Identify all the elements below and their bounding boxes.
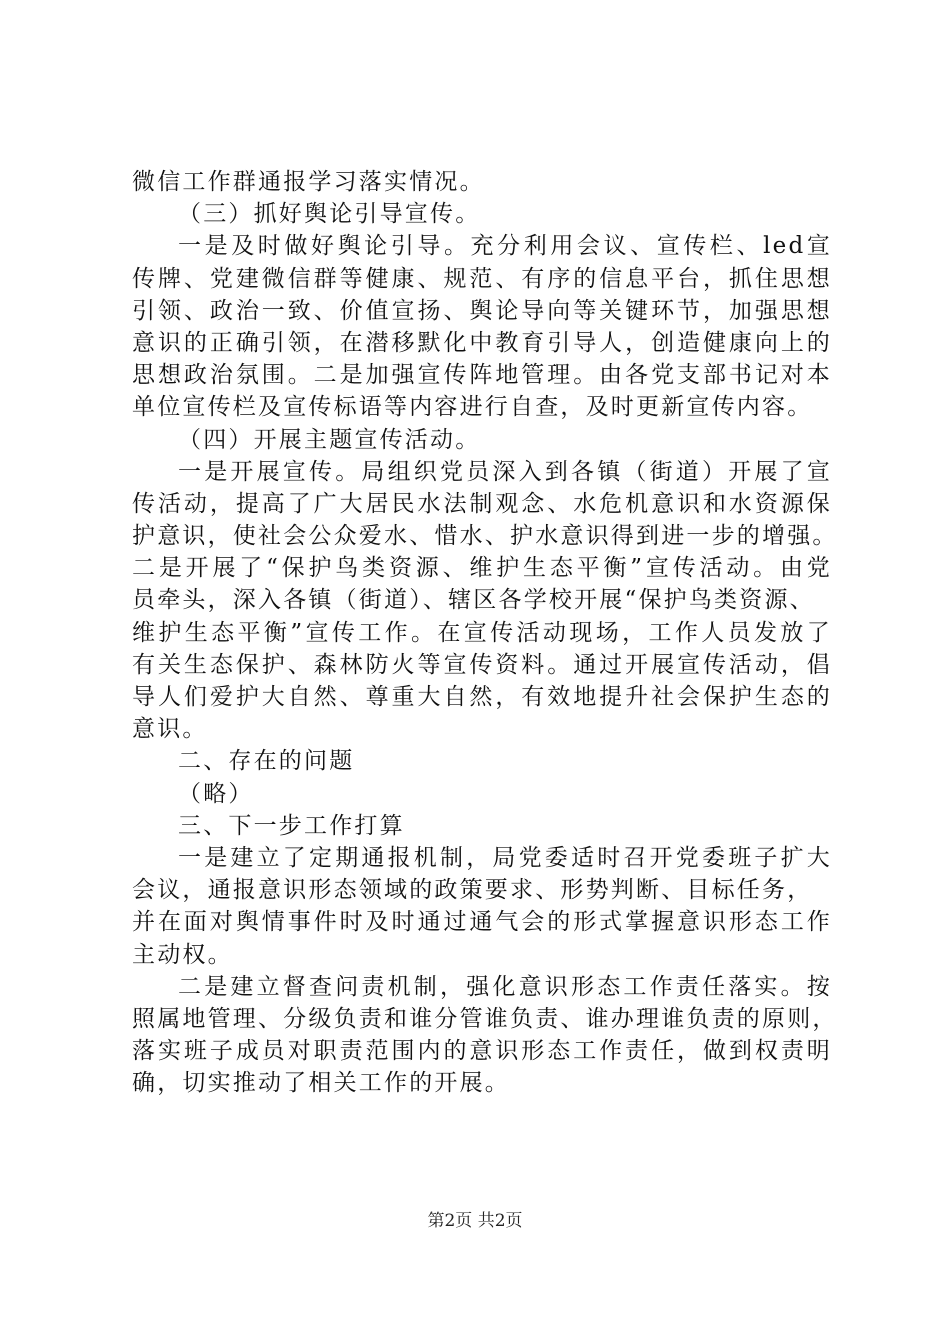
text-line: 一是建立了定期通报机制，局党委适时召开党委班子扩大: [178, 844, 832, 871]
text-line: 二是开展了“保护鸟类资源、维护生态平衡”宣传活动。由党: [132, 555, 832, 582]
text-line: 单位宣传栏及宣传标语等内容进行自查，及时更新宣传内容。: [132, 394, 813, 421]
text-line: 会议，通报意识形态领域的政策要求、形势判断、目标任务，: [132, 877, 813, 904]
text-line: 维护生态平衡”宣传工作。在宣传活动现场，工作人员发放了: [132, 619, 832, 646]
text-line: 传活动，提高了广大居民水法制观念、水危机意识和水资源保: [132, 490, 832, 517]
document-body: [132, 166, 838, 1099]
text-line: 二是建立督查问责机制，强化意识形态工作责任落实。按: [178, 973, 832, 1000]
text-line: 有关生态保护、森林防火等宣传资料。通过开展宣传活动，倡: [132, 651, 832, 678]
text-line: 一是开展宣传。局组织党员深入到各镇（街道）开展了宣: [178, 458, 832, 485]
text-line: 意识。: [132, 716, 208, 743]
text-line: （略）: [178, 780, 254, 807]
text-line: 意识的正确引领，在潜移默化中教育引导人，创造健康向上的: [132, 329, 832, 356]
text-line: 照属地管理、分级负责和谁分管谁负责、谁办理谁负责的原则，: [132, 1005, 838, 1032]
text-line: 护意识，使社会公众爱水、惜水、护水意识得到进一步的增强。: [132, 523, 838, 550]
text-line: 确，切实推动了相关工作的开展。: [132, 1070, 510, 1097]
page-number-footer: 第2页 共2页: [427, 1211, 523, 1231]
text-line: 传牌、党建微信群等健康、规范、有序的信息平台，抓住思想: [132, 265, 832, 292]
text-line: 思想政治氛围。二是加强宣传阵地管理。由各党支部书记对本: [132, 362, 832, 389]
text-line: 员牵头，深入各镇（街道）、辖区各学校开展“保护鸟类资源、: [132, 587, 815, 614]
text-line: 落实班子成员对职责范围内的意识形态工作责任，做到权责明: [132, 1038, 832, 1065]
section-heading: （四）开展主题宣传活动。: [178, 426, 481, 453]
section-heading: 三、下一步工作打算: [178, 812, 405, 839]
section-heading: （三）抓好舆论引导宣传。: [178, 201, 481, 228]
text-line: 导人们爱护大自然、尊重大自然，有效地提升社会保护生态的: [132, 684, 832, 710]
text-line: 微信工作群通报学习落实情况。: [132, 169, 485, 195]
text-line: 并在面对舆情事件时及时通过通气会的形式掌握意识形态工作: [132, 909, 832, 936]
text-line: 主动权。: [132, 941, 233, 968]
section-heading: 二、存在的问题: [178, 748, 355, 775]
text-line: 引领、政治一致、价值宣扬、舆论导向等关键环节，加强思想: [132, 297, 832, 324]
text-line: 一是及时做好舆论引导。充分利用会议、宣传栏、led宣: [178, 233, 832, 260]
